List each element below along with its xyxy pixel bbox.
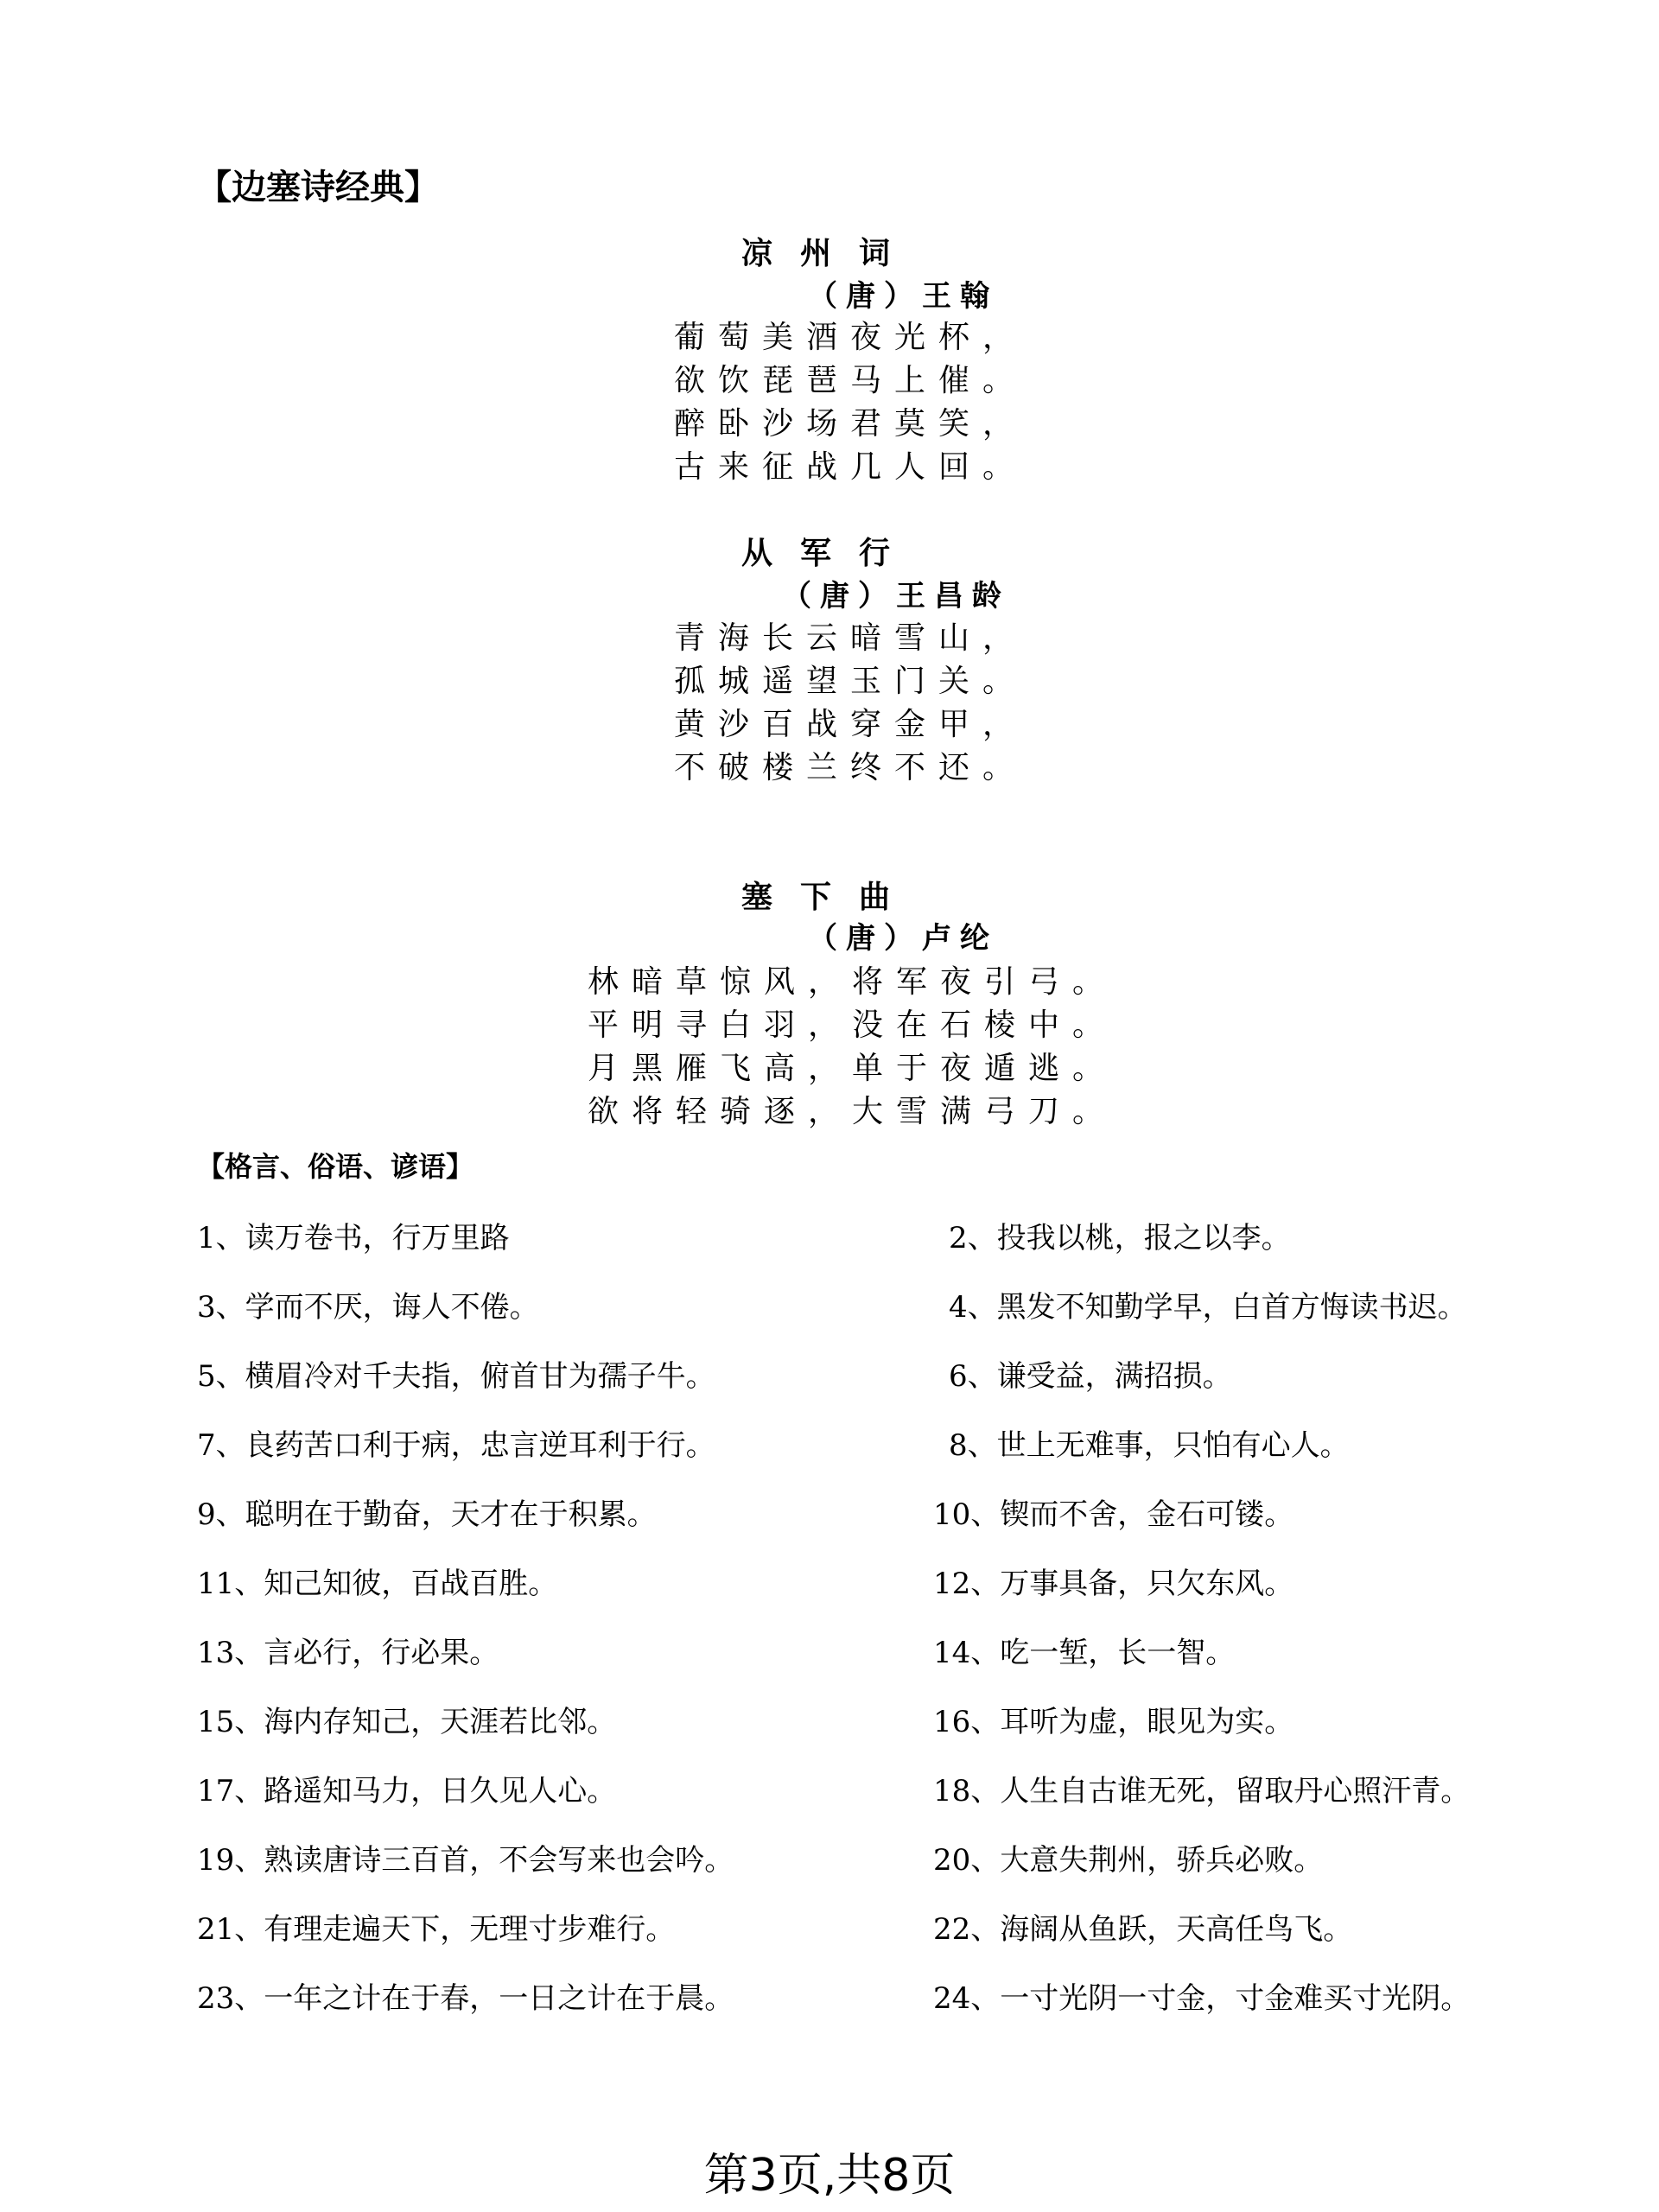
saying-item: 13、言必行，行必果。: [197, 1636, 499, 1670]
poem-line: 青海长云暗雪山，: [674, 620, 1027, 656]
saying-item: 3、学而不厌，诲人不倦。: [197, 1290, 539, 1325]
saying-item: 23、一年之计在于春，一日之计在于晨。: [197, 1981, 734, 2016]
saying-item: 2、投我以桃，报之以李。: [949, 1221, 1291, 1255]
saying-item: 5、横眉冷对千夫指，俯首甘为孺子牛。: [197, 1359, 715, 1394]
poem-line: 欲饮琵琶马上催。: [674, 363, 1027, 398]
saying-item: 22、海阔从鱼跃，天高任鸟飞。: [933, 1912, 1353, 1947]
poem-line: 林暗草惊风，将军夜引弓。: [588, 964, 1117, 1000]
poem-line: 醉卧沙场君莫笑，: [674, 406, 1027, 442]
poem-line: 月黑雁飞高，单于夜遁逃。: [588, 1051, 1117, 1086]
saying-item: 9、聪明在于勤奋，天才在于积累。: [197, 1497, 657, 1532]
poem-line: 古来征战几人回。: [674, 449, 1027, 485]
saying-item: 12、万事具备，只欠东风。: [933, 1567, 1294, 1601]
poem-author: （唐）王翰: [808, 279, 998, 314]
saying-item: 20、大意失荆州，骄兵必败。: [933, 1843, 1324, 1878]
saying-item: 1、读万卷书，行万里路: [197, 1221, 510, 1255]
poem-line: 黄沙百战穿金甲，: [674, 707, 1027, 742]
saying-item: 7、良药苦口利于病，忠言逆耳利于行。: [197, 1428, 715, 1463]
saying-item: 8、世上无难事，只怕有心人。: [949, 1428, 1350, 1463]
saying-item: 14、吃一堑，长一智。: [933, 1636, 1236, 1670]
poem-line: 孤城遥望玉门关。: [674, 664, 1027, 699]
saying-item: 10、锲而不舍，金石可镂。: [933, 1497, 1294, 1532]
saying-item: 6、谦受益，满招损。: [949, 1359, 1232, 1394]
poem-line: 葡萄美酒夜光杯，: [674, 320, 1027, 355]
saying-item: 19、熟读唐诗三百首，不会写来也会吟。: [197, 1843, 734, 1878]
page-number: 第3页,共8页: [703, 2150, 956, 2202]
poem-author: （唐）卢纶: [808, 921, 998, 956]
saying-item: 21、有理走遍天下，无理寸步难行。: [197, 1912, 676, 1947]
saying-item: 16、耳听为虚，眼见为实。: [933, 1705, 1294, 1739]
saying-item: 15、海内存知己，天涯若比邻。: [197, 1705, 617, 1739]
poem-line: 不破楼兰终不还。: [674, 750, 1027, 785]
saying-item: 4、黑发不知勤学早，白首方悔读书迟。: [949, 1290, 1467, 1325]
section-title-sayings: 【格言、俗语、谚语】: [197, 1150, 474, 1183]
saying-item: 18、人生自古谁无死，留取丹心照汗青。: [933, 1774, 1471, 1808]
poem-line: 欲将轻骑逐，大雪满弓刀。: [588, 1094, 1117, 1129]
poem-line: 平明寻白羽，没在石棱中。: [588, 1007, 1117, 1043]
saying-item: 24、一寸光阴一寸金，寸金难买寸光阴。: [933, 1981, 1471, 2016]
saying-item: 11、知己知彼，百战百胜。: [197, 1567, 558, 1601]
section-title-frontier-poems: 【边塞诗经典】: [197, 168, 439, 207]
saying-item: 17、路遥知马力，日久见人心。: [197, 1774, 617, 1808]
poem-title: 塞下曲: [741, 880, 918, 915]
poem-author: （唐）王昌龄: [782, 579, 1010, 613]
poem-title: 凉州词: [741, 236, 918, 271]
poem-title: 从军行: [741, 536, 918, 571]
